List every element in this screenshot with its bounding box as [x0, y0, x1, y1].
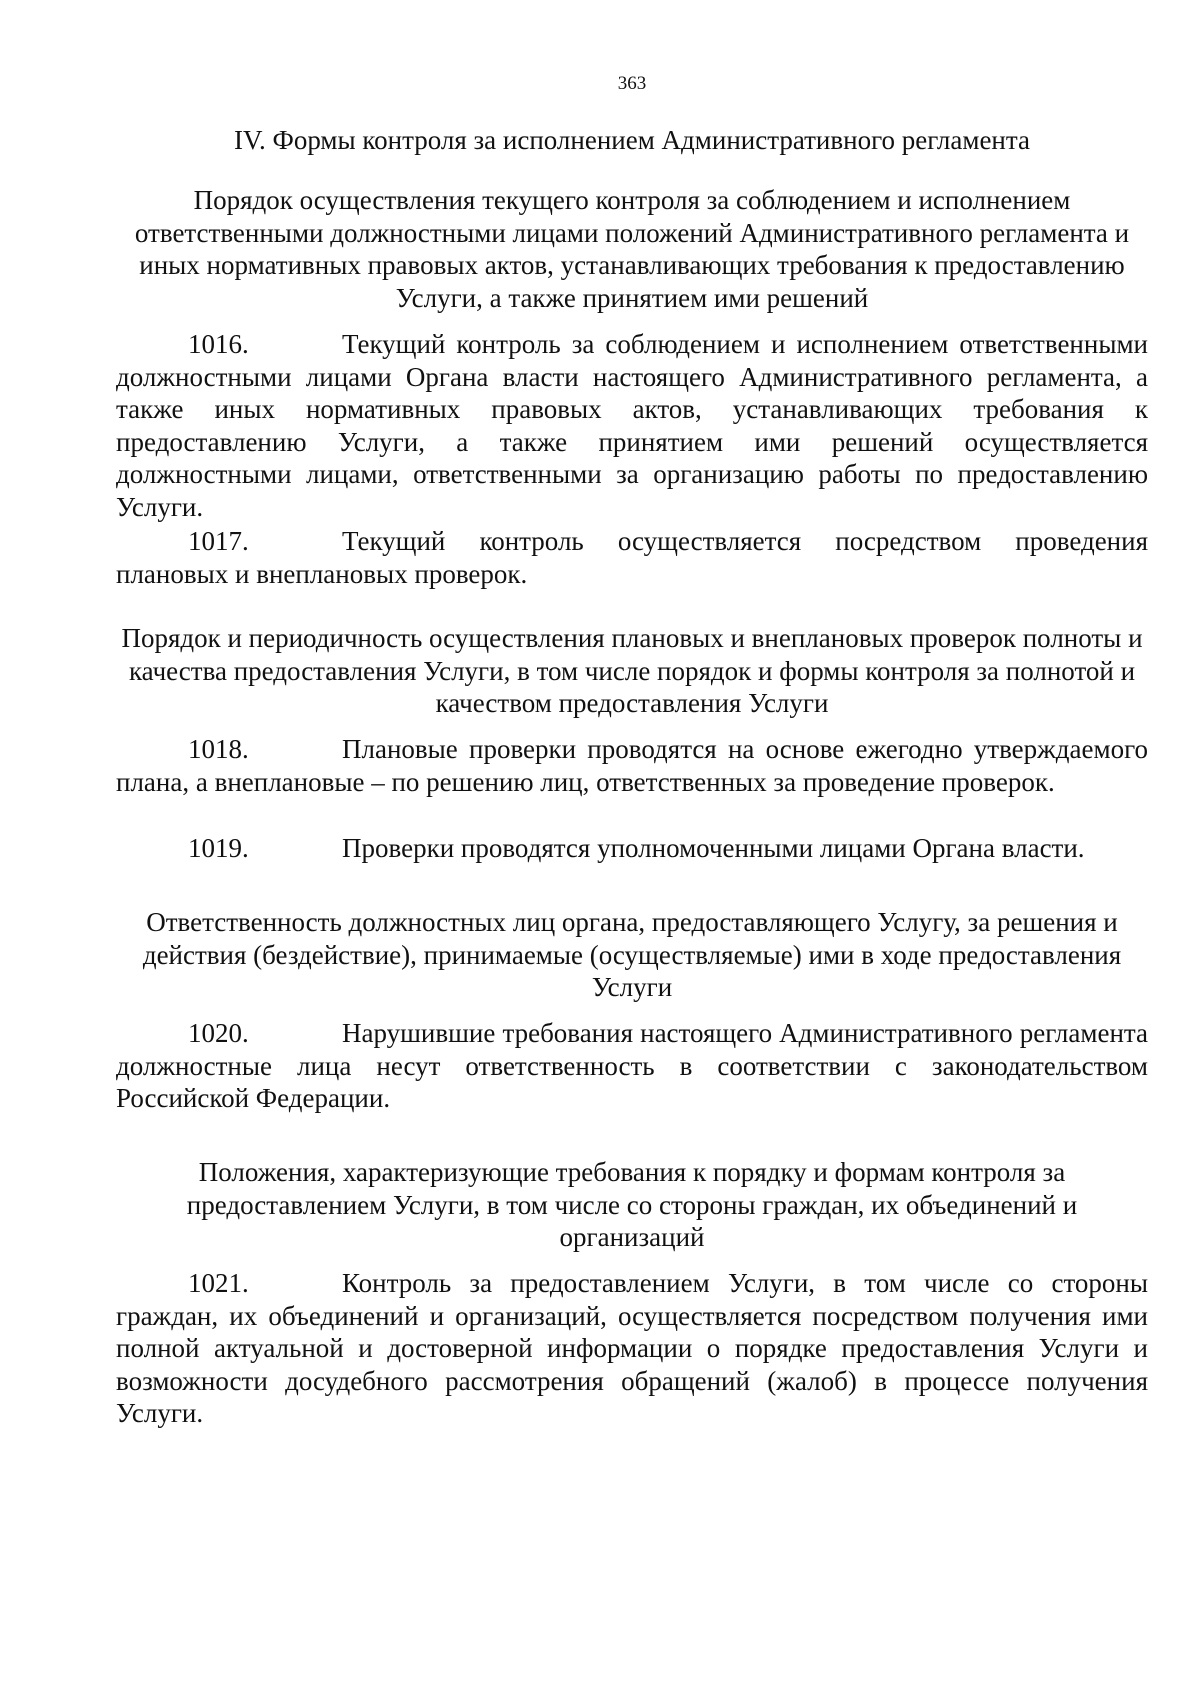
paragraph-text: Нарушившие требования настоящего Административного регламента должностные лица несут ответственность в соответствии с законодательством Российской Федерации. — [116, 1018, 1148, 1113]
paragraph-number: 1018. — [188, 734, 249, 764]
paragraph-number: 1021. — [188, 1268, 249, 1298]
paragraph-number: 1016. — [188, 329, 249, 359]
section-heading: Ответственность должностных лиц органа, предоставляющего Услугу, за решения и действия (бездействие), принимаемые (осуществляемые) ими в ходе предоставления Услуги — [142, 907, 1122, 1002]
paragraph-text: Плановые проверки проводятся на основе ежегодно утверждаемого плана, а внеплановые – по решению лиц, ответственных за проведение проверок. — [116, 734, 1148, 797]
paragraph-1017 — [116, 525, 1148, 590]
paragraph-number: 1020. — [188, 1018, 249, 1048]
section-heading: Положения, характеризующие требования к порядку и формам контроля за предоставлением Услуги, в том числе со стороны граждан, их объединений и организаций — [186, 1157, 1078, 1252]
paragraph-text: Текущий контроль осуществляется посредством проведения плановых и внеплановых проверок. — [116, 526, 1148, 589]
paragraph-number: 1019. — [188, 833, 249, 863]
paragraph-1020 — [116, 1017, 1148, 1115]
chapter-title: IV. Формы контроля за исполнением Административного регламента — [233, 125, 1030, 155]
paragraph-1018 — [116, 733, 1148, 798]
paragraph-text: Контроль за предоставлением Услуги, в том числе со стороны граждан, их объединений и организаций, осуществляется посредством получения ими полной актуальной и достоверной информации о порядке предоставления Услуги и возможности досудебного рассмотрения обращений (жалоб) в процессе получения Услуги. — [116, 1268, 1148, 1428]
paragraph-1016 — [116, 328, 1148, 523]
paragraph-text: Проверки проводятся уполномоченными лицами Органа власти. — [342, 833, 1085, 863]
section-heading: Порядок осуществления текущего контроля за соблюдением и исполнением ответственными должностными лицами положений Административного регламента и иных нормативных правовых актов, устанавливающих требования к предоставлению Услуги, а также принятием ими решений — [134, 185, 1130, 313]
paragraph-1021 — [116, 1267, 1148, 1430]
section-heading: Порядок и периодичность осуществления плановых и внеплановых проверок полноты и качества предоставления Услуги, в том числе порядок и формы контроля за полнотой и качеством предоставления Услуги — [121, 623, 1143, 718]
page-number: 363 — [617, 73, 647, 94]
paragraph-text: Текущий контроль за соблюдением и исполнением ответственными должностными лицами Органа власти настоящего Административного регламента, а также иных нормативных правовых актов, устанавливающих требования к предоставлению Услуги, а также принятием ими решений осуществляется должностными лицами, ответственными за организацию работы по предоставлению Услуги. — [116, 329, 1148, 522]
paragraph-number: 1017. — [188, 526, 249, 556]
paragraph-1019 — [116, 832, 1148, 865]
